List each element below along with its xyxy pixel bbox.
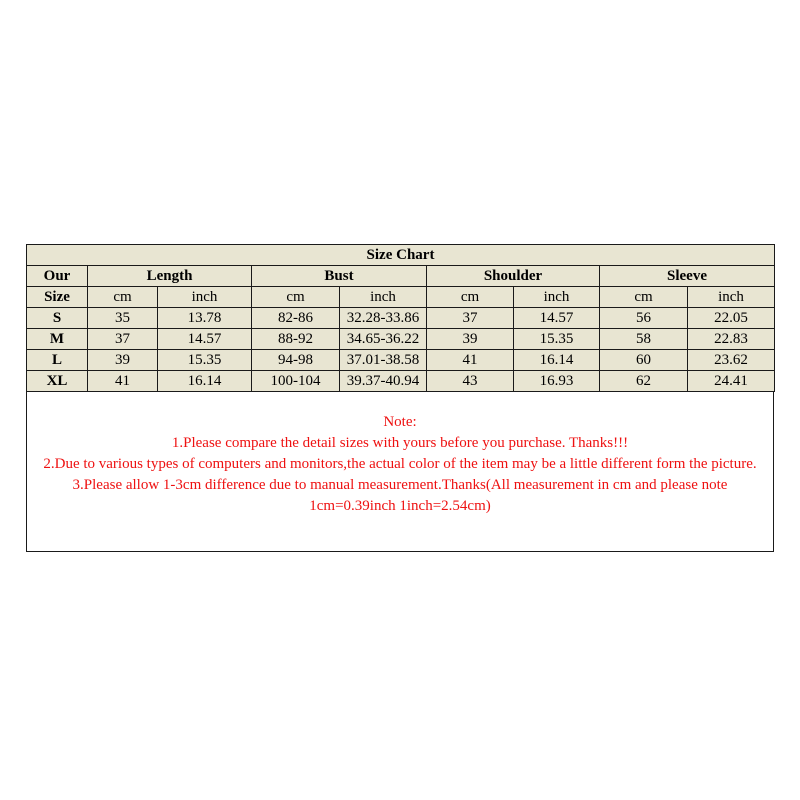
table-cell: 13.78 xyxy=(158,308,252,329)
size-label: M xyxy=(27,329,88,350)
group-header-sleeve: Sleeve xyxy=(600,266,775,287)
table-cell: 60 xyxy=(600,350,688,371)
table-cell: 16.93 xyxy=(514,371,600,392)
table-cell: 58 xyxy=(600,329,688,350)
unit-header: inch xyxy=(514,287,600,308)
table-cell: 15.35 xyxy=(158,350,252,371)
table-cell: 16.14 xyxy=(514,350,600,371)
note-box xyxy=(26,392,774,552)
table-cell: 37 xyxy=(88,329,158,350)
table-row xyxy=(27,329,775,350)
our-size-label-top: Our xyxy=(27,266,88,287)
table-cell: 35 xyxy=(88,308,158,329)
table-cell: 62 xyxy=(600,371,688,392)
unit-header-row xyxy=(27,287,775,308)
table-cell: 15.35 xyxy=(514,329,600,350)
table-cell: 16.14 xyxy=(158,371,252,392)
unit-header: inch xyxy=(340,287,427,308)
table-cell: 39.37-40.94 xyxy=(340,371,427,392)
note-line-3: 3.Please allow 1-3cm difference due to manual measurement.Thanks(All measurement in cm and please note 1cm=0.39inch 1inch=2.54cm) xyxy=(72,477,728,514)
note-line-2: 2.Due to various types of computers and monitors,the actual color of the item may be a little different form the picture. xyxy=(43,456,757,472)
unit-header: cm xyxy=(427,287,514,308)
table-cell: 23.62 xyxy=(688,350,775,371)
table-cell: 41 xyxy=(88,371,158,392)
our-size-label-bottom: Size xyxy=(27,287,88,308)
table-cell: 94-98 xyxy=(252,350,340,371)
table-cell: 34.65-36.22 xyxy=(340,329,427,350)
group-header-row xyxy=(27,266,775,287)
size-label: XL xyxy=(27,371,88,392)
title-row xyxy=(27,245,775,266)
size-table xyxy=(26,244,775,392)
table-cell: 39 xyxy=(427,329,514,350)
size-label: L xyxy=(27,350,88,371)
size-label: S xyxy=(27,308,88,329)
unit-header: cm xyxy=(252,287,340,308)
unit-header: cm xyxy=(88,287,158,308)
table-row xyxy=(27,308,775,329)
table-cell: 22.83 xyxy=(688,329,775,350)
table-cell: 43 xyxy=(427,371,514,392)
table-row xyxy=(27,350,775,371)
table-cell: 56 xyxy=(600,308,688,329)
table-cell: 24.41 xyxy=(688,371,775,392)
table-cell: 41 xyxy=(427,350,514,371)
size-chart xyxy=(26,244,774,552)
table-cell: 37.01-38.58 xyxy=(340,350,427,371)
unit-header: inch xyxy=(158,287,252,308)
table-cell: 14.57 xyxy=(514,308,600,329)
group-header-length: Length xyxy=(88,266,252,287)
note-line-1: 1.Please compare the detail sizes with yours before you purchase. Thanks!!! xyxy=(171,435,629,451)
table-cell: 32.28-33.86 xyxy=(340,308,427,329)
unit-header: inch xyxy=(688,287,775,308)
chart-title: Size Chart xyxy=(27,245,775,266)
table-cell: 37 xyxy=(427,308,514,329)
table-cell: 100-104 xyxy=(252,371,340,392)
table-cell: 39 xyxy=(88,350,158,371)
unit-header: cm xyxy=(600,287,688,308)
note-heading: Note: xyxy=(383,414,417,430)
table-cell: 82-86 xyxy=(252,308,340,329)
group-header-bust: Bust xyxy=(252,266,427,287)
table-cell: 88-92 xyxy=(252,329,340,350)
table-row xyxy=(27,371,775,392)
group-header-shoulder: Shoulder xyxy=(427,266,600,287)
table-cell: 22.05 xyxy=(688,308,775,329)
table-cell: 14.57 xyxy=(158,329,252,350)
